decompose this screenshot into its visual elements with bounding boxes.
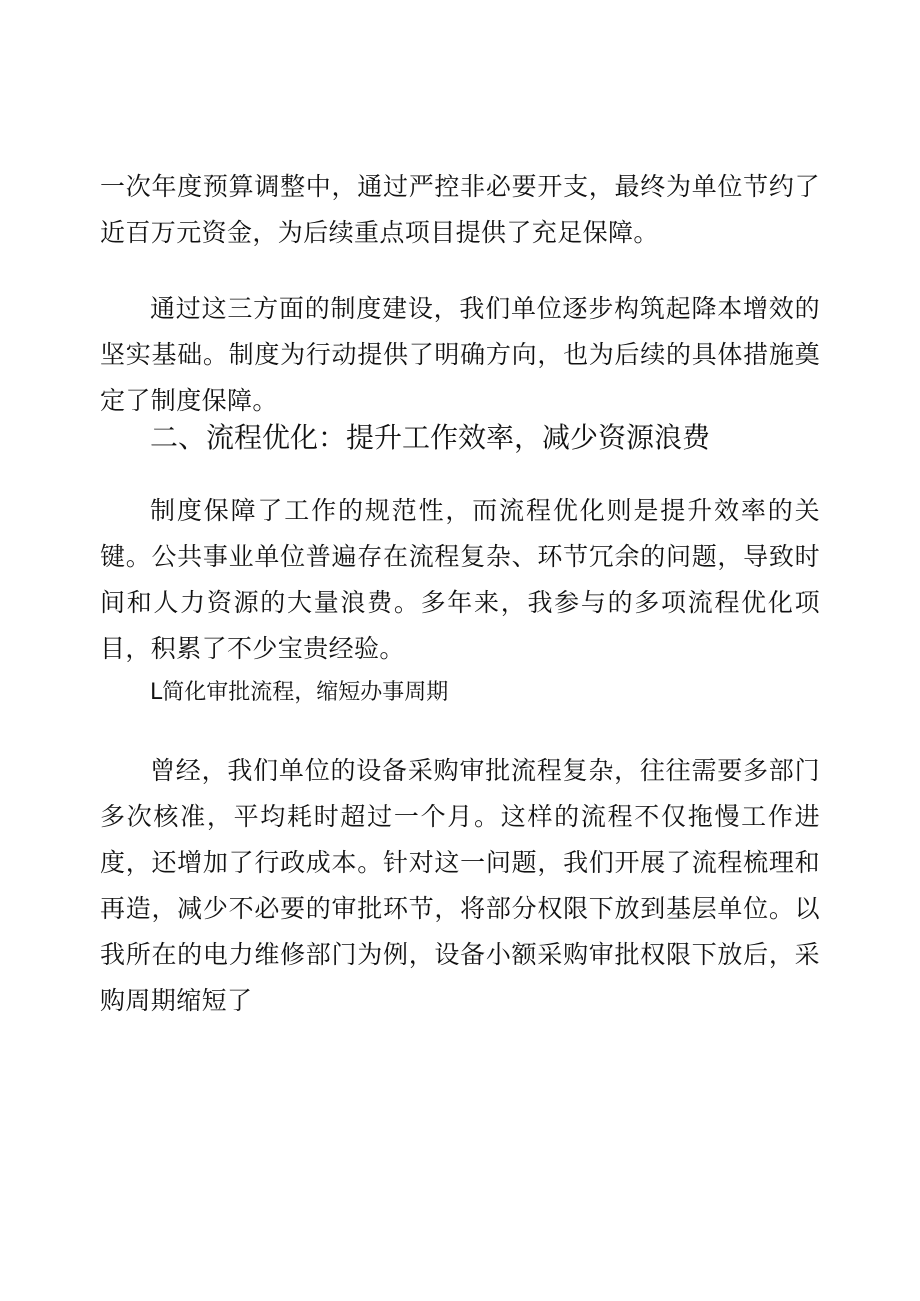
section-intro-paragraph: 制度保障了工作的规范性，而流程优化则是提升效率的关键。公共事业单位普遍存在流程复杂、环节冗余的问题，导致时间和人力资源的大量浪费。多年来，我参与的多项流程优化项目，积累了不少宝贵经验。 (100, 496, 820, 663)
continuation-paragraph: 一次年度预算调整中，通过严控非必要开支，最终为单位节约了近百万元资金，为后续重点项目提供了充足保障。 (100, 172, 820, 247)
summary-paragraph: 通过这三方面的制度建设，我们单位逐步构筑起降本增效的坚实基础。制度为行动提供了明确方向，也为后续的具体措施奠定了制度保障。 (100, 294, 820, 415)
subsection-paragraph: 曾经，我们单位的设备采购审批流程复杂，往往需要多部门多次核准，平均耗时超过一个月。这样的流程不仅拖慢工作进度，还增加了行政成本。针对这一问题，我们开展了流程梳理和再造，减少不必要的审批环节，将部分权限下放到基层单位。以我所在的电力维修部门为例，设备小额采购审批权限下放后，采购周期缩短了 (100, 756, 820, 1015)
section-heading: 二、流程优化：提升工作效率，减少资源浪费 (150, 421, 711, 454)
subsection-heading: L简化审批流程，缩短办事周期 (150, 680, 449, 705)
